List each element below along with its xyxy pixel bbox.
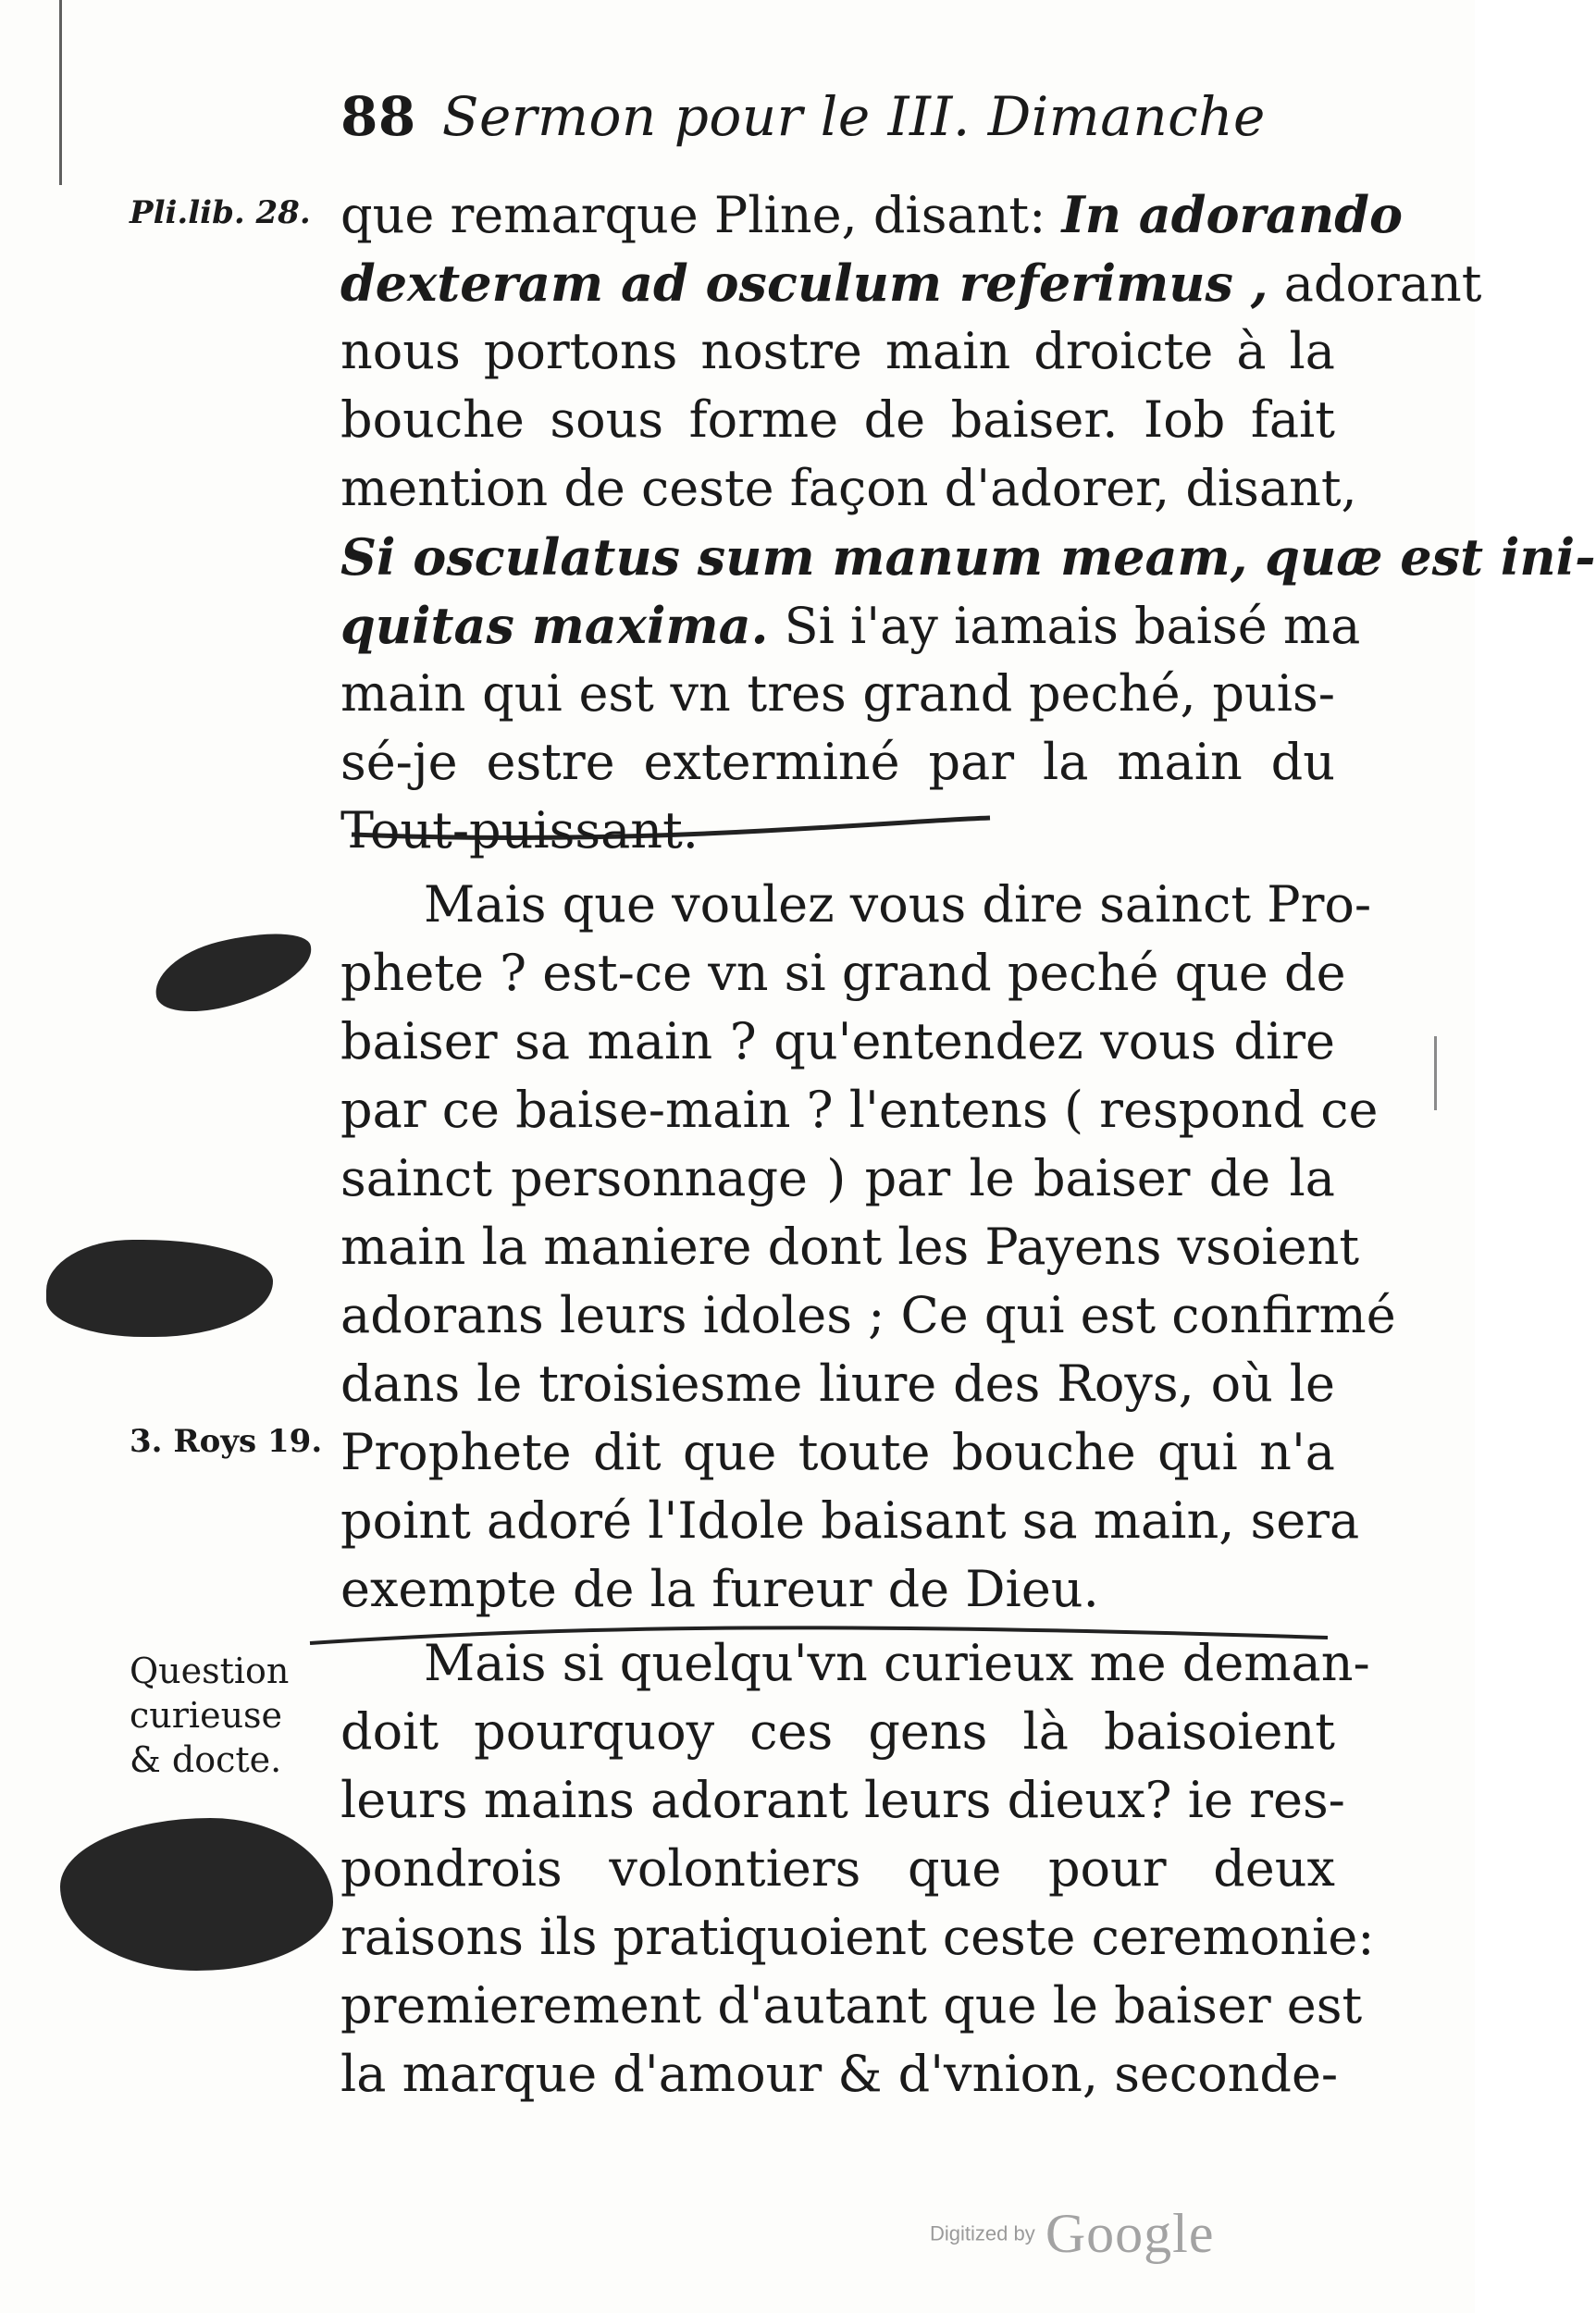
text-line: pondrois volontiers que pour deux	[340, 1839, 1335, 1898]
text-line: dans le troisiesme liure des Roys, où le	[340, 1354, 1335, 1413]
latin-quote: dexteram ad osculum referimus ,	[340, 254, 1268, 313]
text-line-content: que remarque Pline, disant:	[340, 186, 1062, 244]
text-line	[340, 180, 1404, 249]
text-line: adorans leurs idoles ; Ce qui est confirmé	[340, 1286, 1396, 1344]
running-title: Sermon pour le III. Dimanche	[441, 85, 1266, 148]
running-head	[340, 85, 1340, 148]
text-line: Mais si quelqu'vn curieux me deman-	[424, 1634, 1370, 1692]
margin-note-question-line: curieuse	[130, 1695, 283, 1736]
text-line-content: Si i'ay iamais baisé ma	[768, 597, 1361, 655]
text-line	[340, 249, 1482, 317]
text-line: sé-je estre exterminé par la main du	[340, 733, 1335, 791]
margin-note-question	[130, 1649, 315, 1782]
ink-blot	[46, 1240, 273, 1337]
margin-note-question-line: Question	[130, 1651, 290, 1691]
text-line: Tout-puissant.	[340, 801, 699, 860]
ink-blot	[60, 1818, 333, 1971]
ink-blot	[147, 921, 320, 1022]
google-logo: Google	[1045, 2203, 1215, 2264]
text-line: Mais que voulez vous dire sainct Pro-	[424, 875, 1372, 934]
page-number: 88	[340, 85, 416, 148]
text-line: main la maniere dont les Payens vsoient	[340, 1218, 1360, 1276]
watermark-prefix: Digitized by	[930, 2221, 1035, 2245]
text-line-content: adorant	[1268, 254, 1482, 313]
text-line: baiser sa main ? qu'entendez vous dire	[340, 1012, 1335, 1070]
body-text	[340, 180, 1596, 2109]
digitization-watermark	[930, 2202, 1214, 2266]
text-line: main qui est vn tres grand peché, puis-	[340, 664, 1335, 723]
binding-edge	[59, 0, 62, 185]
text-line: premierement d'autant que le baiser est	[340, 1976, 1363, 2035]
text-line: point adoré l'Idole baisant sa main, sera	[340, 1491, 1360, 1550]
text-line: raisons ils pratiquoient ceste ceremonie:	[340, 1908, 1375, 1966]
text-line: exempte de la fureur de Dieu.	[340, 1560, 1099, 1618]
text-line: phete ? est-ce vn si grand peché que de	[340, 944, 1346, 1002]
text-line: mention de ceste façon d'adorer, disant,	[340, 459, 1357, 517]
margin-note-question-line: & docte.	[130, 1739, 282, 1780]
margin-note-kings: 3. Roys 19.	[130, 1423, 323, 1460]
margin-note-pliny: Pli.lib. 28.	[130, 194, 311, 231]
text-line: leurs mains adorant leurs dieux? ie res-	[340, 1771, 1345, 1829]
text-line: la marque d'amour & d'vnion, seconde-	[340, 2045, 1339, 2103]
text-line: doit pourquoy ces gens là baisoient	[340, 1702, 1335, 1761]
text-line: par ce baise-main ? l'entens ( respond ce	[340, 1081, 1379, 1139]
latin-quote: In adorando	[1061, 185, 1404, 244]
margin-mark	[1434, 1036, 1437, 1110]
text-line: nous portons nostre main droicte à la	[340, 322, 1335, 380]
latin-quote: quitas maxima.	[340, 596, 769, 655]
text-line-latin: Si osculatus sum manum meam, quæ est ini-	[340, 527, 1596, 587]
text-line: sainct personnage ) par le baiser de la	[340, 1149, 1335, 1207]
text-line: Prophete dit que toute bouche qui n'a	[340, 1423, 1335, 1481]
text-line: bouche sous forme de baiser. Iob fait	[340, 390, 1335, 449]
text-line	[340, 591, 1361, 660]
